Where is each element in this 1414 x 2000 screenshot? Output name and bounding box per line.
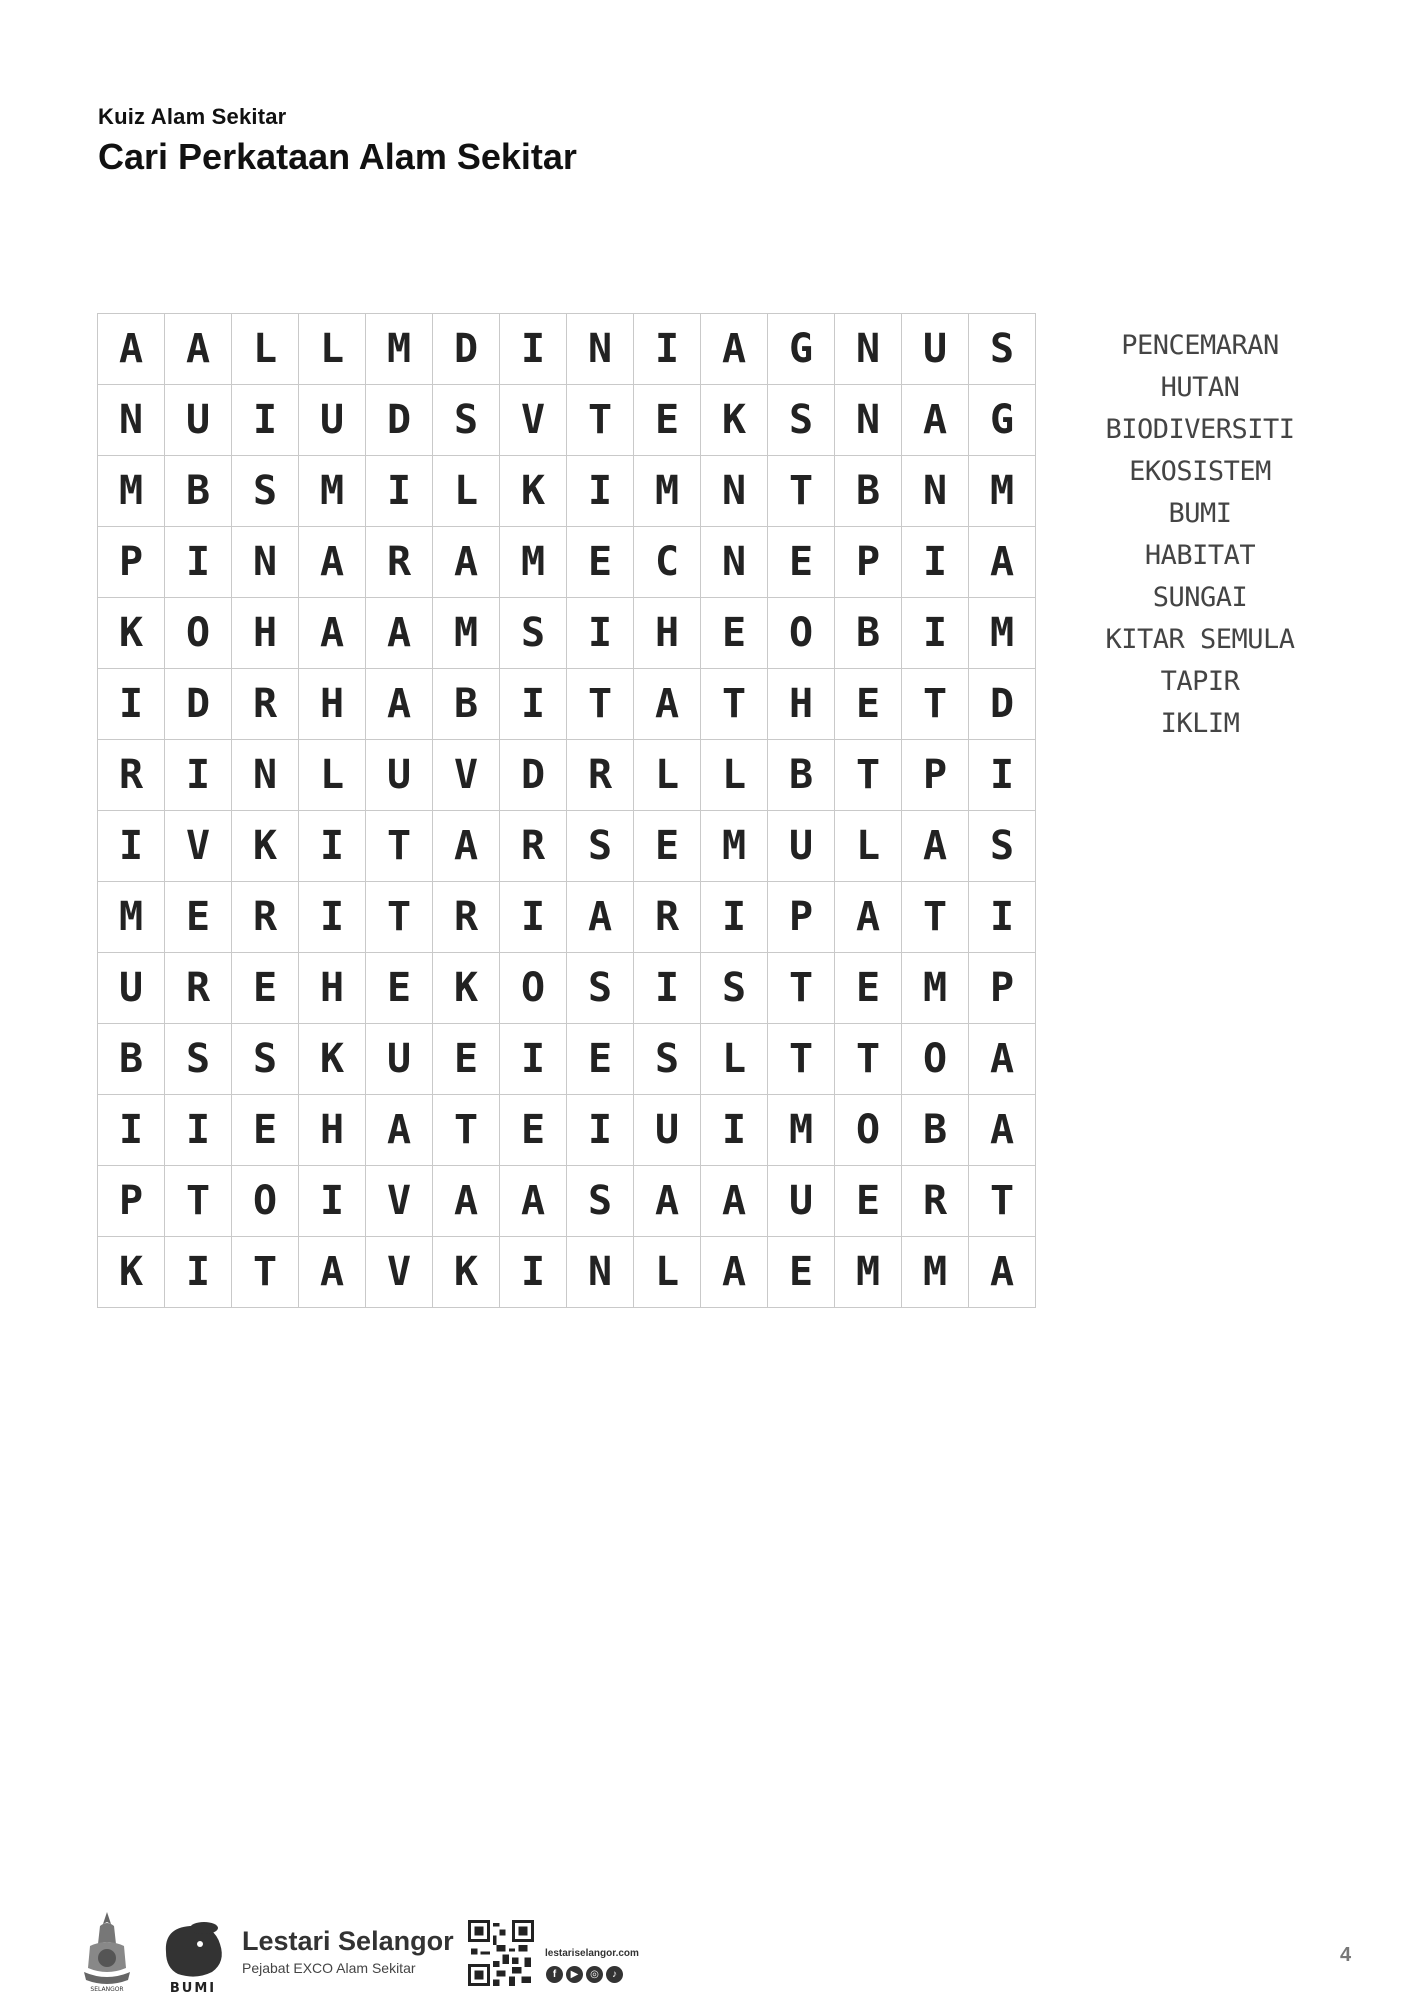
grid-cell: L: [299, 740, 366, 811]
grid-cell: S: [500, 598, 567, 669]
grid-cell: S: [969, 314, 1036, 385]
qr-code-icon: [468, 1920, 534, 1986]
grid-cell: L: [299, 314, 366, 385]
grid-cell: T: [433, 1095, 500, 1166]
grid-cell: I: [969, 740, 1036, 811]
grid-cell: A: [433, 1166, 500, 1237]
grid-cell: H: [299, 953, 366, 1024]
grid-cell: L: [634, 1237, 701, 1308]
grid-cell: N: [232, 740, 299, 811]
grid-cell: O: [902, 1024, 969, 1095]
grid-cell: I: [567, 1095, 634, 1166]
grid-cell: S: [567, 811, 634, 882]
grid-cell: A: [366, 598, 433, 669]
grid-cell: A: [969, 1237, 1036, 1308]
grid-cell: D: [165, 669, 232, 740]
grid-cell: T: [567, 669, 634, 740]
grid-cell: K: [232, 811, 299, 882]
word-list: [1090, 325, 1310, 745]
grid-row: [98, 1237, 1036, 1308]
grid-cell: R: [567, 740, 634, 811]
grid-cell: T: [768, 1024, 835, 1095]
grid-cell: S: [165, 1024, 232, 1095]
grid-cell: T: [768, 456, 835, 527]
grid-cell: A: [701, 1166, 768, 1237]
grid-cell: A: [835, 882, 902, 953]
grid-cell: A: [969, 1024, 1036, 1095]
grid-cell: I: [98, 669, 165, 740]
grid-cell: A: [902, 811, 969, 882]
grid-cell: E: [567, 527, 634, 598]
grid-cell: I: [299, 1166, 366, 1237]
grid-cell: U: [768, 811, 835, 882]
grid-cell: P: [98, 1166, 165, 1237]
grid-row: [98, 1166, 1036, 1237]
grid-cell: I: [500, 1024, 567, 1095]
grid-cell: M: [969, 598, 1036, 669]
grid-cell: D: [969, 669, 1036, 740]
grid-cell: M: [299, 456, 366, 527]
grid-cell: N: [567, 314, 634, 385]
svg-text:SELANGOR: SELANGOR: [90, 1986, 124, 1993]
grid-cell: O: [232, 1166, 299, 1237]
grid-cell: H: [768, 669, 835, 740]
grid-cell: D: [500, 740, 567, 811]
grid-cell: E: [768, 1237, 835, 1308]
grid-cell: I: [634, 314, 701, 385]
grid-cell: B: [835, 598, 902, 669]
grid-cell: T: [835, 1024, 902, 1095]
grid-cell: T: [969, 1166, 1036, 1237]
grid-cell: R: [902, 1166, 969, 1237]
grid-cell: H: [299, 1095, 366, 1166]
word-list-item: TAPIR: [1160, 666, 1240, 697]
svg-text:BUMI: BUMI: [169, 1981, 217, 1994]
grid-cell: M: [98, 456, 165, 527]
bumi-logo-icon: [156, 1918, 230, 1994]
grid-cell: E: [567, 1024, 634, 1095]
grid-cell: B: [835, 456, 902, 527]
grid-cell: T: [835, 740, 902, 811]
brand-subtitle: Pejabat EXCO Alam Sekitar: [242, 1960, 416, 1976]
grid-row: [98, 527, 1036, 598]
grid-row: [98, 314, 1036, 385]
grid-cell: E: [835, 953, 902, 1024]
grid-cell: N: [567, 1237, 634, 1308]
grid-cell: E: [232, 1095, 299, 1166]
grid-cell: M: [969, 456, 1036, 527]
grid-cell: I: [500, 882, 567, 953]
grid-cell: U: [768, 1166, 835, 1237]
grid-cell: T: [366, 882, 433, 953]
grid-cell: A: [500, 1166, 567, 1237]
grid-cell: B: [768, 740, 835, 811]
grid-cell: A: [969, 527, 1036, 598]
grid-cell: D: [366, 385, 433, 456]
grid-cell: R: [500, 811, 567, 882]
word-list-item: IKLIM: [1160, 708, 1240, 739]
grid-cell: M: [902, 1237, 969, 1308]
grid-cell: T: [902, 882, 969, 953]
brand-name: Lestari Selangor: [242, 1926, 454, 1956]
grid-cell: M: [835, 1237, 902, 1308]
grid-cell: U: [634, 1095, 701, 1166]
grid-cell: K: [500, 456, 567, 527]
grid-cell: I: [299, 882, 366, 953]
grid-cell: R: [98, 740, 165, 811]
grid-cell: I: [567, 456, 634, 527]
grid-cell: U: [366, 1024, 433, 1095]
grid-cell: A: [366, 669, 433, 740]
grid-cell: I: [299, 811, 366, 882]
word-list-item: HUTAN: [1160, 372, 1240, 403]
grid-cell: S: [433, 385, 500, 456]
grid-row: [98, 598, 1036, 669]
grid-cell: C: [634, 527, 701, 598]
grid-cell: I: [500, 314, 567, 385]
grid-row: [98, 385, 1036, 456]
grid-cell: I: [634, 953, 701, 1024]
grid-cell: T: [165, 1166, 232, 1237]
page-title: Cari Perkataan Alam Sekitar: [98, 136, 577, 177]
grid-cell: I: [500, 669, 567, 740]
grid-cell: P: [768, 882, 835, 953]
tiktok-icon[interactable]: ♪: [606, 1966, 623, 1983]
grid-cell: L: [232, 314, 299, 385]
grid-cell: E: [768, 527, 835, 598]
grid-cell: M: [98, 882, 165, 953]
grid-cell: S: [567, 1166, 634, 1237]
grid-cell: U: [299, 385, 366, 456]
grid-cell: L: [835, 811, 902, 882]
grid-row: [98, 1095, 1036, 1166]
grid-cell: M: [500, 527, 567, 598]
word-list-item: BUMI: [1168, 498, 1232, 529]
grid-cell: B: [902, 1095, 969, 1166]
grid-cell: K: [98, 598, 165, 669]
grid-cell: K: [98, 1237, 165, 1308]
grid-cell: I: [902, 527, 969, 598]
grid-cell: M: [701, 811, 768, 882]
grid-cell: A: [634, 669, 701, 740]
grid-cell: B: [165, 456, 232, 527]
grid-cell: A: [165, 314, 232, 385]
grid-cell: A: [299, 598, 366, 669]
grid-cell: N: [701, 527, 768, 598]
grid-cell: A: [366, 1095, 433, 1166]
word-list-item: SUNGAI: [1152, 582, 1248, 613]
grid-cell: O: [835, 1095, 902, 1166]
grid-cell: M: [902, 953, 969, 1024]
grid-cell: H: [232, 598, 299, 669]
grid-cell: U: [165, 385, 232, 456]
grid-cell: T: [902, 669, 969, 740]
social-icons: [546, 1966, 623, 1983]
grid-cell: T: [768, 953, 835, 1024]
grid-cell: N: [232, 527, 299, 598]
grid-row: [98, 669, 1036, 740]
grid-cell: E: [835, 669, 902, 740]
grid-cell: M: [366, 314, 433, 385]
grid-row: [98, 456, 1036, 527]
grid-cell: I: [165, 1237, 232, 1308]
grid-cell: E: [701, 598, 768, 669]
instagram-icon[interactable]: ◎: [586, 1966, 603, 1983]
grid-cell: B: [433, 669, 500, 740]
grid-cell: M: [768, 1095, 835, 1166]
grid-cell: V: [366, 1166, 433, 1237]
grid-cell: L: [701, 1024, 768, 1095]
grid-cell: S: [969, 811, 1036, 882]
grid-cell: T: [366, 811, 433, 882]
grid-cell: P: [902, 740, 969, 811]
grid-cell: A: [433, 811, 500, 882]
grid-cell: I: [969, 882, 1036, 953]
youtube-icon[interactable]: ▶: [566, 1966, 583, 1983]
grid-cell: V: [500, 385, 567, 456]
grid-cell: M: [634, 456, 701, 527]
word-search-grid: [97, 313, 1036, 1308]
grid-row: [98, 882, 1036, 953]
grid-cell: I: [902, 598, 969, 669]
grid-row: [98, 740, 1036, 811]
grid-cell: S: [701, 953, 768, 1024]
page-subtitle: Kuiz Alam Sekitar: [98, 104, 287, 129]
word-list-item: EKOSISTEM: [1129, 456, 1271, 487]
grid-cell: U: [366, 740, 433, 811]
grid-cell: I: [165, 740, 232, 811]
grid-cell: I: [567, 598, 634, 669]
grid-cell: N: [835, 385, 902, 456]
grid-cell: L: [433, 456, 500, 527]
grid-cell: A: [299, 1237, 366, 1308]
grid-cell: R: [433, 882, 500, 953]
grid-cell: I: [165, 527, 232, 598]
grid-cell: S: [567, 953, 634, 1024]
grid-cell: T: [567, 385, 634, 456]
grid-cell: P: [835, 527, 902, 598]
grid-cell: L: [701, 740, 768, 811]
grid-cell: R: [232, 669, 299, 740]
grid-cell: I: [701, 1095, 768, 1166]
grid-cell: K: [299, 1024, 366, 1095]
website-url[interactable]: lestariselangor.com: [545, 1948, 639, 1959]
grid-cell: A: [567, 882, 634, 953]
grid-cell: H: [634, 598, 701, 669]
footer: [0, 1900, 1414, 2000]
grid-cell: V: [165, 811, 232, 882]
grid-row: [98, 811, 1036, 882]
word-list-item: KITAR SEMULA: [1105, 624, 1295, 655]
grid-cell: E: [366, 953, 433, 1024]
grid-cell: P: [98, 527, 165, 598]
grid-cell: K: [433, 953, 500, 1024]
grid-cell: E: [835, 1166, 902, 1237]
grid-cell: I: [232, 385, 299, 456]
grid-cell: R: [634, 882, 701, 953]
grid-cell: S: [232, 456, 299, 527]
grid-cell: U: [98, 953, 165, 1024]
grid-cell: K: [433, 1237, 500, 1308]
grid-cell: H: [299, 669, 366, 740]
grid-cell: N: [835, 314, 902, 385]
grid-cell: L: [634, 740, 701, 811]
selangor-seal-icon: [78, 1910, 136, 1994]
grid-cell: S: [232, 1024, 299, 1095]
grid-cell: A: [98, 314, 165, 385]
word-list-item: PENCEMARAN: [1121, 330, 1279, 361]
grid-cell: E: [634, 811, 701, 882]
grid-cell: A: [701, 314, 768, 385]
grid-cell: A: [701, 1237, 768, 1308]
grid-cell: A: [433, 527, 500, 598]
grid-cell: R: [165, 953, 232, 1024]
grid-cell: O: [768, 598, 835, 669]
grid-cell: B: [98, 1024, 165, 1095]
word-list-item: HABITAT: [1144, 540, 1256, 571]
grid-cell: O: [500, 953, 567, 1024]
grid-cell: U: [902, 314, 969, 385]
grid-cell: I: [98, 811, 165, 882]
page-number: 4: [1340, 1944, 1352, 1966]
grid-cell: P: [969, 953, 1036, 1024]
grid-cell: E: [165, 882, 232, 953]
grid-cell: O: [165, 598, 232, 669]
grid-cell: I: [701, 882, 768, 953]
grid-cell: I: [165, 1095, 232, 1166]
grid-cell: E: [500, 1095, 567, 1166]
facebook-icon[interactable]: f: [546, 1966, 563, 1983]
grid-cell: E: [433, 1024, 500, 1095]
grid-cell: N: [98, 385, 165, 456]
grid-cell: E: [634, 385, 701, 456]
grid-cell: I: [366, 456, 433, 527]
grid-cell: T: [232, 1237, 299, 1308]
grid-cell: E: [232, 953, 299, 1024]
grid-cell: A: [299, 527, 366, 598]
grid-cell: G: [768, 314, 835, 385]
grid-row: [98, 953, 1036, 1024]
grid-cell: S: [768, 385, 835, 456]
grid-cell: G: [969, 385, 1036, 456]
grid-cell: A: [634, 1166, 701, 1237]
grid-cell: V: [433, 740, 500, 811]
grid-cell: I: [500, 1237, 567, 1308]
grid-cell: A: [902, 385, 969, 456]
grid-cell: S: [634, 1024, 701, 1095]
grid-cell: T: [701, 669, 768, 740]
grid-cell: N: [701, 456, 768, 527]
grid-cell: A: [969, 1095, 1036, 1166]
grid-cell: D: [433, 314, 500, 385]
grid-cell: R: [232, 882, 299, 953]
grid-cell: N: [902, 456, 969, 527]
grid-cell: M: [433, 598, 500, 669]
grid-cell: V: [366, 1237, 433, 1308]
word-list-item: BIODIVERSITI: [1105, 414, 1295, 445]
grid-cell: R: [366, 527, 433, 598]
grid-cell: I: [98, 1095, 165, 1166]
grid-cell: K: [701, 385, 768, 456]
grid-row: [98, 1024, 1036, 1095]
